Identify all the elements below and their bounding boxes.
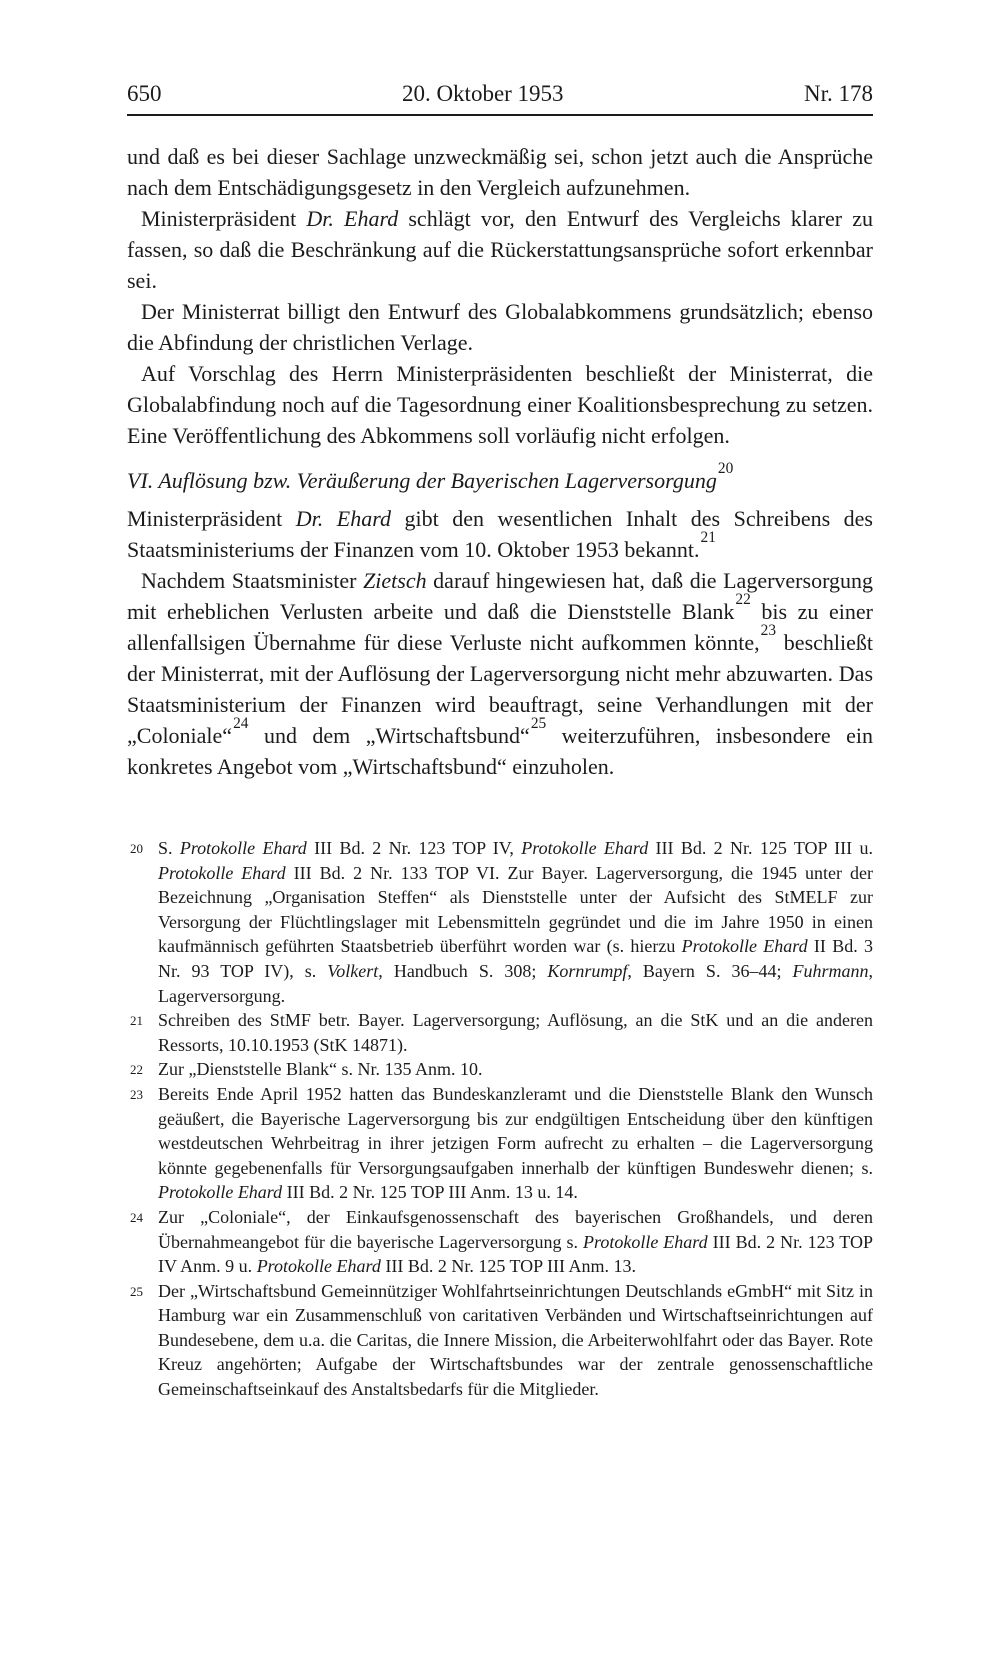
- italic-text: Dr. Ehard: [306, 206, 399, 231]
- text-run: und daß es bei dieser Sachlage unzweckmäßig sei, schon jetzt auch die Ansprüche nach dem Entschädigungsgesetz in den Vergleich aufzunehmen.: [127, 144, 873, 200]
- footnotes: [127, 836, 873, 1402]
- italic-text: Zietsch: [363, 568, 427, 593]
- text-run: Ministerpräsident: [127, 506, 296, 531]
- paragraph: [127, 503, 873, 565]
- footnote-text: [158, 836, 873, 1008]
- text-run: Ministerpräsident: [141, 206, 307, 231]
- text-run: und dem „Wirtschaftsbund“: [248, 723, 530, 748]
- paragraph: [127, 565, 873, 782]
- footnote: [127, 1205, 873, 1279]
- issue-number: Nr. 178: [804, 81, 873, 106]
- footnote: [127, 1279, 873, 1402]
- footnote-ref: 25: [530, 714, 547, 732]
- text-run: Zur „Dienststelle Blank“ s. Nr. 135 Anm. 10.: [158, 1059, 483, 1080]
- text-run: schlägt vor, den Entwurf des Vergleichs klarer zu fassen, so daß die Beschränkung auf die Rückerstattungsansprüche sofort erkennbar sei.: [127, 206, 874, 293]
- section-heading: [127, 459, 873, 496]
- text-run: gibt den wesentlichen Inhalt des Schreibens des Staatsministeriums der Finanzen vom 10. Oktober 1953 bekannt.: [127, 506, 873, 562]
- page-number: 650: [127, 81, 162, 106]
- text-run: Auf Vorschlag des Herrn Ministerpräsidenten beschließt der Ministerrat, die Globalabfindung noch auf die Tagesordnung einer Koalitionsbesprechung zu setzen. Eine Veröffentlichung des Abkommens soll vorläufig nicht erfolgen.: [127, 361, 873, 448]
- footnote-number: 20: [130, 841, 143, 856]
- italic-text: Kornrumpf: [547, 960, 628, 981]
- italic-text: Protokolle Ehard: [158, 1182, 283, 1203]
- header-date: 20. Oktober 1953: [401, 81, 564, 106]
- footnote-text: [158, 1279, 873, 1402]
- footnote-number: 22: [130, 1062, 143, 1078]
- footnote-ref: 22: [735, 590, 751, 608]
- italic-text: VI. Auflösung bzw. Veräußerung der Bayerischen Lagerversorgung: [127, 468, 717, 493]
- italic-text: Protokolle Ehard: [681, 936, 808, 957]
- italic-text: Protokolle Ehard: [583, 1231, 708, 1252]
- footnote-ref: 23: [760, 621, 777, 639]
- footnote-ref: 20: [717, 459, 734, 477]
- paragraph: [127, 296, 873, 358]
- text-run: beschließt der Ministerrat, mit der Auflösung der Lagerversorgung nicht mehr abzuwarten. Das Staatsministerium der Finanzen wird beauftragt, seine Verhandlungen mit der „Coloniale“: [127, 630, 873, 748]
- footnote-number: 21: [130, 1013, 143, 1029]
- footnote-text: [158, 1205, 873, 1279]
- footnote-ref: 24: [233, 714, 249, 732]
- text-run: III Bd. 2 Nr. 125 TOP III u.: [648, 838, 873, 858]
- footnote: [127, 836, 873, 1008]
- text-run: bis zu einer allenfallsigen Übernahme für diese Verluste nicht aufkommen könnte,: [127, 599, 874, 655]
- header-rule: [127, 114, 873, 116]
- paragraph: [127, 203, 873, 296]
- text-run: , Bayern S. 36–44;: [627, 960, 793, 981]
- page-header: [127, 80, 873, 107]
- paragraph: [127, 358, 873, 451]
- footnote-text: [158, 1082, 873, 1205]
- footnote-text: [158, 1057, 873, 1082]
- text-run: Bereits Ende April 1952 hatten das Bundeskanzleramt und die Dienststelle Blank den Wunsch geäußert, die Bayerische Lagerversorgung bis zur endgültigen Entscheidung über den künftigen westdeutschen Wehrbeitrag in ihrer jetzigen Form aufrecht zu erhalten – die Lagerversorgung könnte gegebenenfalls für Versorgungsaufgaben innerhalb der künftigen Bundeswehr dienen; s.: [158, 1083, 873, 1178]
- text-run: III Bd. 2 Nr. 125 TOP III Anm. 13 u. 14.: [282, 1182, 578, 1203]
- paragraph: [127, 141, 873, 203]
- footnote-number: 23: [130, 1086, 143, 1102]
- italic-text: Fuhrmann: [792, 960, 869, 981]
- text-run: Schreiben des StMF betr. Bayer. Lagerversorgung; Auflösung, an die StK und an die anderen Ressorts, 10.10.1953 (StK 14871).: [158, 1010, 873, 1055]
- text-run: III Bd. 2 Nr. 125 TOP III Anm. 13.: [380, 1256, 637, 1277]
- footnote: [127, 1082, 873, 1205]
- footnote: [127, 1057, 873, 1082]
- text-run: darauf hingewiesen hat, daß die Lagerversorgung mit erheblichen Verlusten arbeite und daß die Dienststelle Blank: [127, 568, 873, 624]
- text-run: weiterzuführen, insbesondere ein konkretes Angebot vom „Wirtschaftsbund“ einzuholen.: [127, 723, 873, 779]
- text-run: , Handbuch S. 308;: [378, 960, 548, 981]
- text-run: Der „Wirtschaftsbund Gemeinnütziger Wohlfahrtseinrichtungen Deutschlands eGmbH“ mit Sitz in Hamburg war ein Zusammenschluß von caritativen Verbänden und Wirtschaftseinrichtungen auf Bundesebene, dem u.a. die Caritas, die Innere Mission, die Arbeiterwohlfahrt oder das Bayer. Rote Kreuz angehörten; Aufgabe der Wirtschaftsbundes war der zentrale genossenschaftliche Gemeinschaftseinkauf des Anstaltsbedarfs für die Mitglieder.: [158, 1280, 873, 1400]
- footnote: [127, 1008, 873, 1057]
- italic-text: Protokolle Ehard: [158, 862, 286, 883]
- text-run: III Bd. 2 Nr. 133 TOP VI. Zur Bayer. Lagerversorgung, die 1945 unter der Bezeichnung „Organisation Steffen“ als Dienststelle unter der Aufsicht des StMELF zur Versorgung der Flüchtlingslager mit Lebensmitteln gegründet und die im Jahre 1950 in einen kaufmännisch geführten Staatsbetrieb überführt worden war (s. hierzu: [158, 862, 873, 957]
- italic-text: Protokolle Ehard: [521, 838, 649, 858]
- text-run: Nachdem Staatsminister: [141, 568, 364, 593]
- italic-text: Protokolle Ehard: [256, 1256, 381, 1277]
- text-run: III Bd. 2 Nr. 123 TOP IV Anm. 9 u.: [158, 1231, 873, 1277]
- text-run: Der Ministerrat billigt den Entwurf des Globalabkommens grundsätzlich; ebenso die Abfindung der christlichen Verlage.: [127, 299, 873, 355]
- footnote-number: 24: [130, 1209, 143, 1225]
- footnote-text: [158, 1008, 873, 1057]
- text-run: III Bd. 2 Nr. 123 TOP IV,: [306, 838, 522, 858]
- text-run: II Bd. 3 Nr. 93 TOP IV), s.: [158, 936, 873, 981]
- text-run: , Lagerversorgung.: [158, 960, 873, 1006]
- italic-text: Protokolle Ehard: [179, 838, 307, 858]
- footnote-ref: 21: [700, 528, 716, 546]
- italic-text: Volkert: [327, 960, 379, 981]
- text-run: S.: [158, 838, 180, 858]
- italic-text: Dr. Ehard: [295, 506, 391, 531]
- text-run: Zur „Coloniale“, der Einkaufsgenossenschaft des bayerischen Großhandels, und deren Übernahmeangebot für die bayerische Lagerversorgung s.: [158, 1206, 873, 1252]
- main-text: [127, 141, 873, 782]
- footnote-number: 25: [130, 1283, 143, 1299]
